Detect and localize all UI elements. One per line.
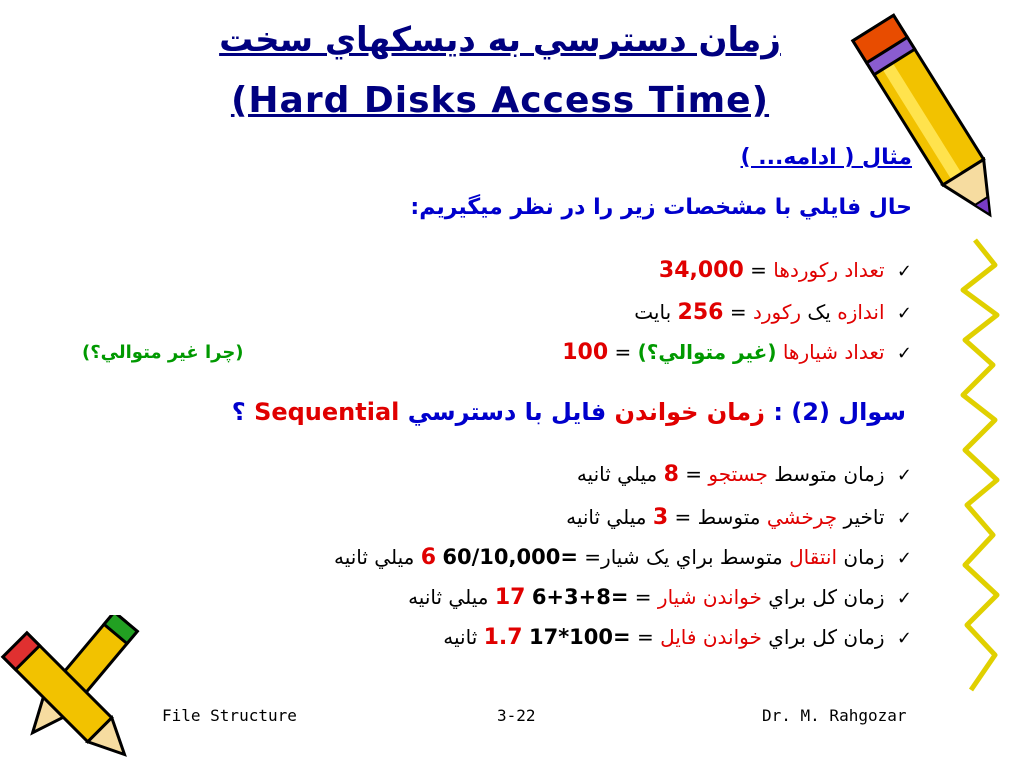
spec-value: 256 [677,300,724,325]
squiggle-decoration-icon [935,235,1015,695]
spec-label-a: اندازه [837,300,885,324]
answer-unit: ثانيه [443,625,478,649]
answer-value: 1.7 [483,625,523,650]
answer-part-c: = [685,462,702,486]
answer-part-c: = [636,625,654,649]
spec-value: 100 [562,340,609,365]
question-prefix: سوال (2) : [773,398,906,426]
answer-value: 3 [652,505,669,530]
spec-equals: = [750,258,767,282]
example-heading: مثال ( ادامه... ) [740,145,912,170]
answer-part-c: متوسط براي يک شيار= [584,545,783,569]
spec-unit: بايت [634,300,672,324]
answer-part-b: خواندن فايل [660,625,762,649]
question-mark: ؟ [231,398,246,426]
page-title-persian: زمان دسترسي به ديسكهاي سخت [219,20,781,60]
answer-part-a: زمان کل براي [768,585,885,609]
page-title-english: (Hard Disks Access Time) [230,80,770,121]
answer-part-b: چرخشي [766,505,838,529]
answer-expression: 17*100= [528,625,631,649]
question-line [232,398,906,426]
answer-part-b: انتقال [789,545,838,569]
answer-unit: ميلي ثانيه [566,505,647,529]
answer-part-b: جستجو [708,462,768,486]
footer-slide-number: 3-22 [497,706,536,725]
question-keyword: Sequential [254,398,400,426]
answer-value: 6 [420,545,437,570]
answer-transfer-time [334,545,912,570]
answer-unit: ميلي ثانيه [576,462,658,486]
answer-value: 17 [494,585,526,610]
answer-rotational-delay [566,505,912,530]
footer-course: File Structure [162,706,297,725]
answer-part-a: زمان کل براي [768,625,885,649]
answer-part-a: زمان [843,545,885,569]
spec-note: (غير متوالي؟) [637,340,777,364]
check-icon: ✓ [896,303,912,324]
check-icon: ✓ [896,628,912,649]
answer-part-a: تاخير [843,505,885,529]
check-icon: ✓ [896,548,912,569]
answer-expression: 60/10,000= [442,545,578,569]
spec-equals: = [614,340,632,364]
spec-label: تعداد رکوردها [773,258,885,282]
question-red-text: زمان خواندن [614,398,765,426]
spec-track-count [562,340,912,365]
check-icon: ✓ [896,465,912,486]
spec-label-c: رکورد [752,300,802,324]
spec-record-size [634,300,912,325]
spec-side-note: (چرا غير متوالي؟) [82,342,244,363]
answer-part-c: متوسط = [674,505,761,529]
answer-part-c: = [634,585,652,609]
answer-file-read-time [443,625,912,650]
check-icon: ✓ [896,588,912,609]
pencils-icon [0,615,150,765]
spec-label: تعداد شيارها [782,340,885,364]
answer-value: 8 [663,462,679,487]
answer-unit: ميلي ثانيه [408,585,489,609]
answer-part-a: زمان متوسط [774,462,885,486]
spec-record-count [659,258,912,283]
spec-label-b: يک [807,300,831,324]
answer-part-b: خواندن شيار [657,585,762,609]
footer-author: Dr. M. Rahgozar [762,706,907,725]
answer-seek-time [577,462,912,487]
answer-unit: ميلي ثانيه [333,545,415,569]
check-icon: ✓ [896,261,912,282]
example-intro: حال فايلي با مشخصات زير را در نظر ميگيريم: [410,195,912,220]
question-middle: فايل با دسترسي [407,398,607,426]
answer-expression: 6+3+8= [531,585,629,609]
answer-track-read-time [408,585,912,610]
check-icon: ✓ [896,508,912,529]
pencil-icon [850,0,1020,250]
check-icon: ✓ [896,343,912,364]
spec-equals: = [729,300,747,324]
spec-value: 34,000 [658,258,744,283]
